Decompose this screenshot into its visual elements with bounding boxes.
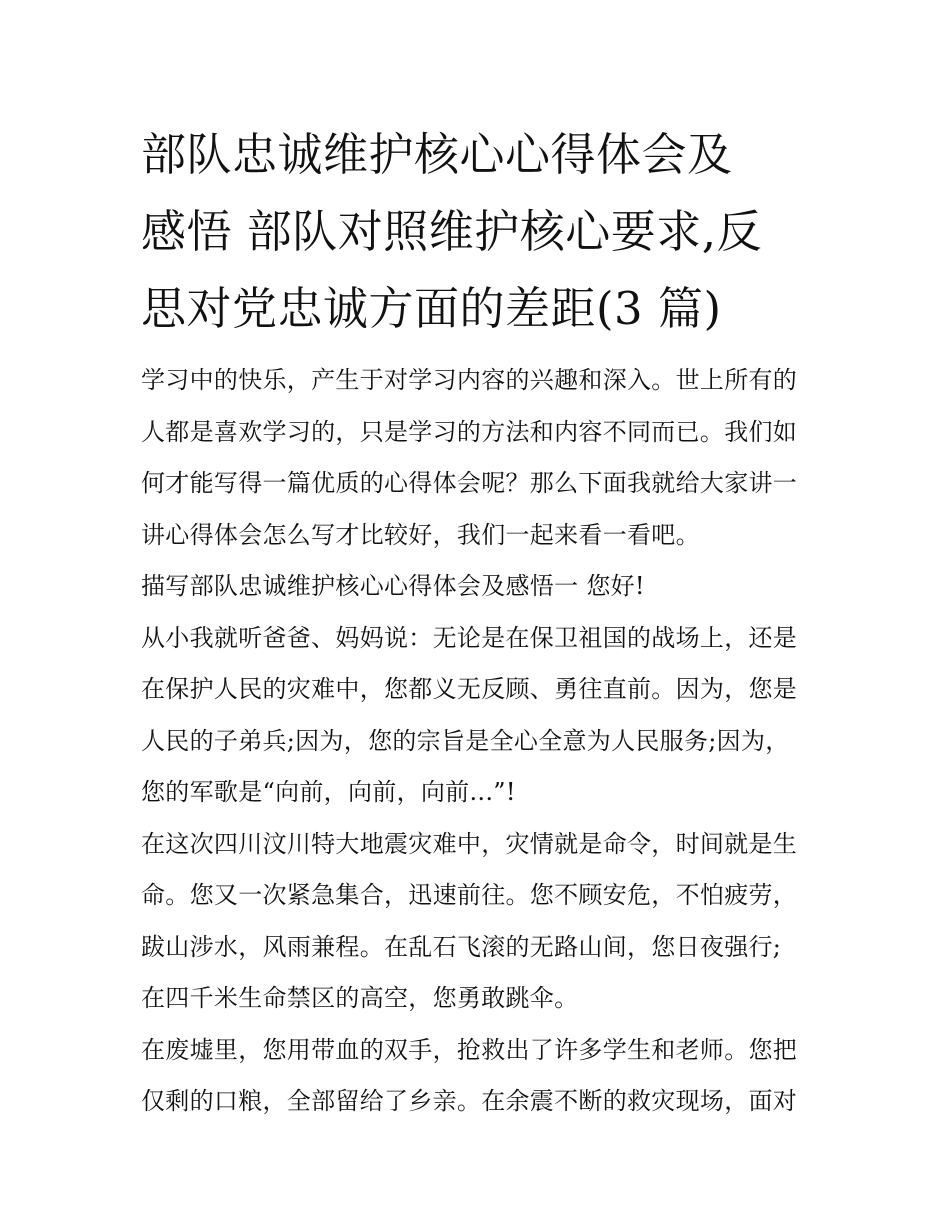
text-line: 描写部队忠诚维护核心心得体会及感悟一 您好! [141, 572, 645, 600]
text-line: 人民的子弟兵;因为，您的宗旨是全心全意为人民服务;因为， [141, 726, 790, 755]
text-line: 讲心得体会怎么写才比较好，我们一起来看一看吧。 [141, 520, 700, 549]
text-line: 学习中的快乐，产生于对学习内容的兴趣和深入。世上所有的 [141, 366, 798, 394]
body-paragraph [141, 613, 821, 819]
intro-paragraph [141, 355, 821, 561]
section-heading-paragraph [141, 561, 821, 613]
title-line: 思对党忠诚方面的差距(3 篇) [141, 282, 722, 335]
text-line: 何才能写得一篇优质的心得体会呢？那么下面我就给大家讲一 [141, 469, 798, 497]
text-line: 仅剩的口粮，全部留给了乡亲。在余震不断的救灾现场，面对 [141, 1087, 798, 1115]
body-paragraph [141, 819, 821, 1025]
text-line: 命。您又一次紧急集合，迅速前往。您不顾安危，不怕疲劳， [141, 881, 798, 909]
text-line: 您的军歌是“向前，向前，向前...”! [141, 778, 516, 806]
text-line: 在废墟里，您用带血的双手，抢救出了许多学生和老师。您把 [141, 1035, 798, 1064]
text-line: 在这次四川汶川特大地震灾难中，灾情就是命令，时间就是生 [141, 829, 798, 858]
text-line: 跋山涉水，风雨兼程。在乱石飞滚的无路山间，您日夜强行; [141, 932, 782, 961]
title-line: 感悟 部队对照维护核心要求,反 [141, 205, 763, 258]
text-line: 在保护人民的灾难中，您都义无反顾、勇往直前。因为，您是 [141, 675, 798, 703]
document-title [141, 116, 821, 347]
text-line: 人都是喜欢学习的，只是学习的方法和内容不同而已。我们如 [141, 417, 798, 446]
title-line: 部队忠诚维护核心心得体会及 [141, 128, 733, 181]
document-body [141, 355, 821, 1128]
body-paragraph [141, 1025, 821, 1128]
text-line: 在四千米生命禁区的高空，您勇敢跳伞。 [141, 984, 579, 1012]
text-line: 从小我就听爸爸、妈妈说：无论是在保卫祖国的战场上，还是 [141, 623, 798, 652]
